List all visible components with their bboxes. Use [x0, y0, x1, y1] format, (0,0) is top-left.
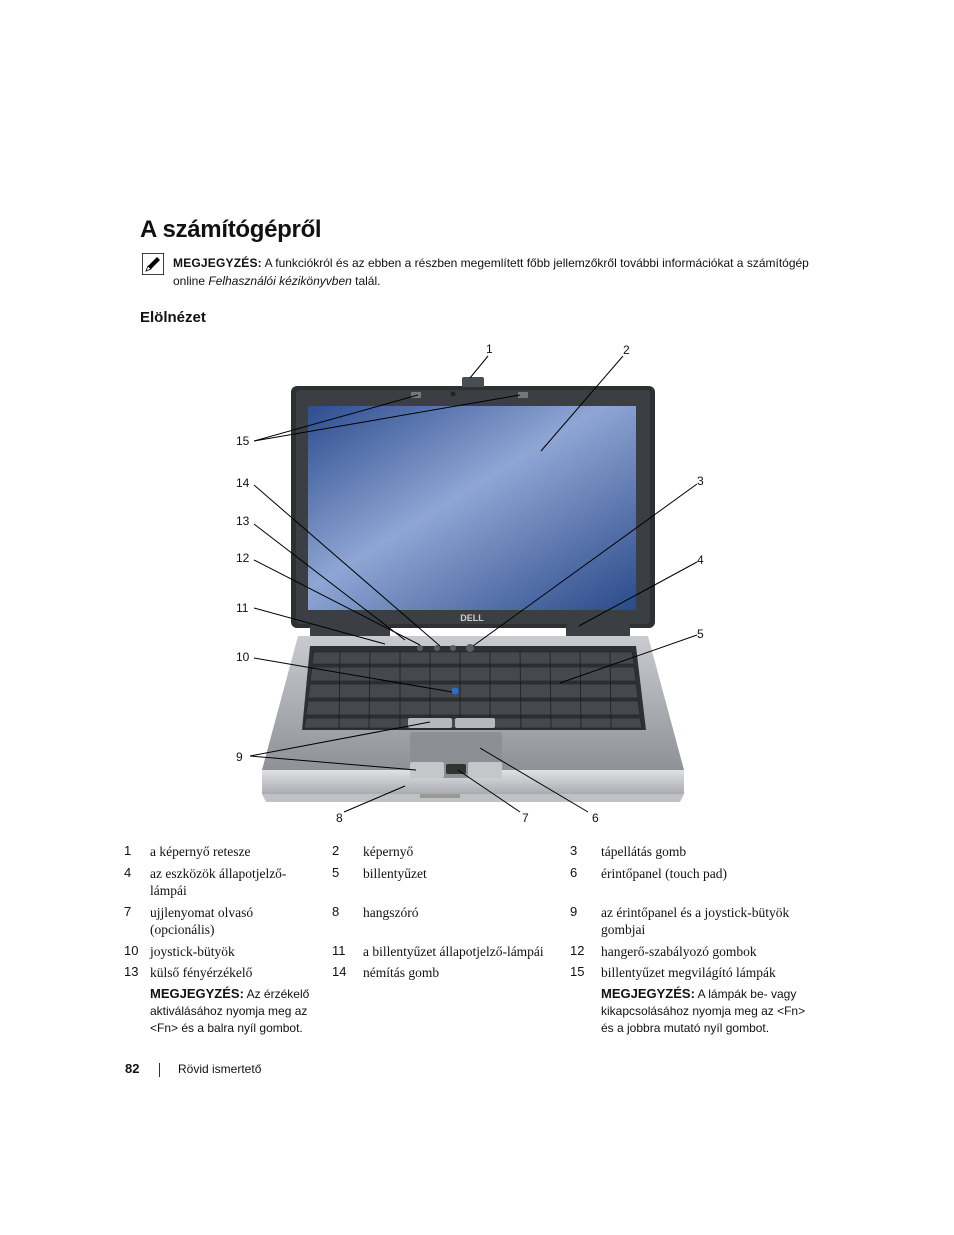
callout-13: 13	[236, 514, 250, 528]
legend-note-15	[601, 985, 805, 1037]
legend-num: 14	[332, 964, 347, 979]
note-line: kikapcsolásához nyomja meg az <Fn>	[601, 1004, 806, 1018]
dell-logo: DELL	[460, 613, 484, 623]
note-label: MEGJEGYZÉS:	[601, 986, 695, 1001]
legend-num: 7	[124, 904, 132, 919]
legend-num: 13	[124, 964, 139, 979]
note-line: aktiválásához nyomja meg az	[150, 1004, 308, 1018]
legend-note-13	[150, 985, 309, 1037]
callout-11: 11	[236, 601, 249, 615]
legend-num: 5	[332, 865, 340, 880]
callout-4: 4	[697, 553, 704, 567]
note-text-2: talál.	[351, 273, 381, 288]
note-label: MEGJEGYZÉS:	[173, 256, 262, 270]
legend-text: lámpái	[150, 883, 187, 898]
legend-text: billentyűzet megvilágító lámpák	[601, 965, 776, 980]
callout-3: 3	[697, 474, 704, 488]
legend-text: (opcionális)	[150, 922, 215, 937]
legend-num: 6	[570, 865, 578, 880]
legend-num: 11	[332, 943, 346, 958]
legend-text: hangszóró	[363, 905, 419, 920]
legend-text: tápellátás gomb	[601, 844, 687, 859]
legend-num: 12	[570, 943, 585, 958]
legend-text: a képernyő retesze	[150, 844, 251, 859]
callout-1: 1	[486, 342, 493, 356]
legend-num: 10	[124, 943, 139, 958]
callout-14: 14	[236, 476, 250, 490]
note-label: MEGJEGYZÉS:	[150, 986, 244, 1001]
legend-num: 15	[570, 964, 585, 979]
note-text-1: A funkciókról és az ebben a részben megemlített főbb jellemzőkről további információkat a számítógép online	[173, 256, 809, 288]
callout-9: 9	[236, 750, 243, 764]
callout-15: 15	[236, 434, 250, 448]
legend-text: az eszközök állapotjelző-	[150, 866, 287, 881]
legend-text: külső fényérzékelő	[150, 965, 253, 980]
legend-text: érintőpanel (touch pad)	[601, 866, 727, 881]
legend-num: 9	[570, 904, 578, 919]
legend-text: gombjai	[601, 922, 646, 937]
legend-text: joystick-bütyök	[150, 944, 235, 959]
callout-7: 7	[522, 811, 529, 825]
legend-num: 8	[332, 904, 340, 919]
callout-5: 5	[697, 627, 704, 641]
legend-text: némítás gomb	[363, 965, 440, 980]
legend-text: ujjlenyomat olvasó	[150, 905, 254, 920]
section-subtitle: Elölnézet	[140, 309, 206, 326]
legend-num: 1	[124, 843, 132, 858]
legend-num: 2	[332, 843, 340, 858]
callout-2: 2	[623, 343, 630, 357]
latch	[462, 377, 484, 387]
note-line: A lámpák be- vagy	[694, 987, 797, 1001]
legend-text: billentyűzet	[363, 866, 427, 881]
callout-12: 12	[236, 551, 250, 565]
joystick	[452, 688, 459, 695]
legend-num: 4	[124, 865, 132, 880]
footer-divider	[159, 1063, 160, 1077]
legend-num: 3	[570, 843, 578, 858]
callout-6: 6	[592, 811, 599, 825]
page-number: 82	[125, 1061, 140, 1076]
footer-section: Rövid ismertető	[178, 1062, 262, 1076]
screen	[308, 406, 636, 610]
note-italic: Felhasználói kézikönyvben	[208, 273, 352, 288]
callout-8: 8	[336, 811, 343, 825]
note-line: Az érzékelő	[243, 987, 310, 1001]
legend-text: képernyő	[363, 844, 414, 859]
legend-text: hangerő-szabályozó gombok	[601, 944, 757, 959]
note-line: és a jobbra mutató nyíl gombot.	[601, 1021, 770, 1035]
legend-text: az érintőpanel és a joystick-bütyök	[601, 905, 790, 920]
callout-10: 10	[236, 650, 250, 664]
note-line: <Fn> és a balra nyíl gombot.	[150, 1021, 303, 1035]
page-title: A számítógépről	[140, 216, 322, 243]
legend-text: a billentyűzet állapotjelző-lámpái	[363, 944, 544, 959]
